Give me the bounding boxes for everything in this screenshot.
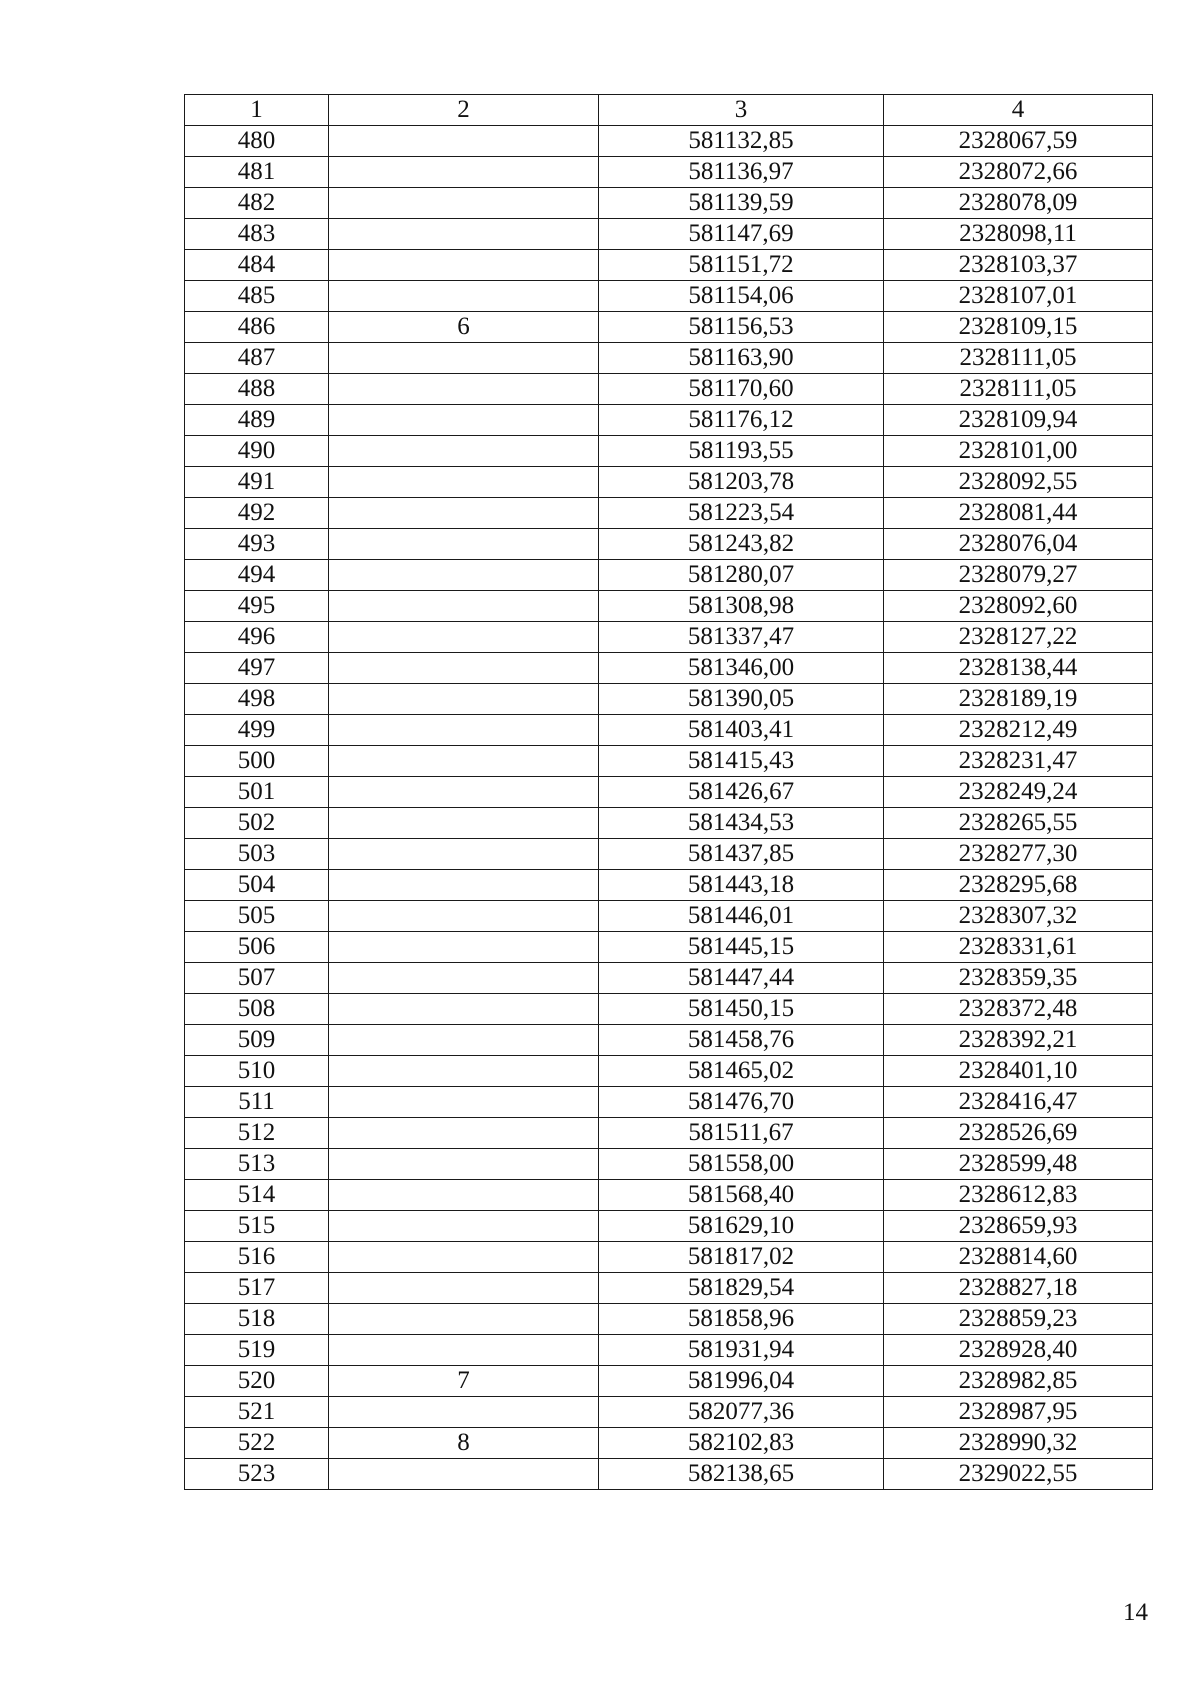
y-coordinate-cell: 2328372,48 <box>884 994 1153 1025</box>
x-coordinate-cell: 581308,98 <box>599 591 884 622</box>
x-coordinate-cell: 581156,53 <box>599 312 884 343</box>
section-number-cell <box>329 1118 599 1149</box>
y-coordinate-cell: 2328827,18 <box>884 1273 1153 1304</box>
section-number-cell <box>329 1273 599 1304</box>
point-number-cell: 498 <box>185 684 329 715</box>
x-coordinate-cell: 581829,54 <box>599 1273 884 1304</box>
y-coordinate-cell: 2328103,37 <box>884 250 1153 281</box>
table-row <box>185 1335 1153 1366</box>
y-coordinate-cell: 2328928,40 <box>884 1335 1153 1366</box>
table-row <box>185 1087 1153 1118</box>
y-coordinate-cell: 2328079,27 <box>884 560 1153 591</box>
table-row <box>185 467 1153 498</box>
section-number-cell <box>329 467 599 498</box>
x-coordinate-cell: 581154,06 <box>599 281 884 312</box>
section-number-cell <box>329 932 599 963</box>
section-number-cell <box>329 219 599 250</box>
section-number-cell <box>329 498 599 529</box>
section-number-cell <box>329 715 599 746</box>
y-coordinate-cell: 2328416,47 <box>884 1087 1153 1118</box>
x-coordinate-cell: 581443,18 <box>599 870 884 901</box>
y-coordinate-cell: 2328859,23 <box>884 1304 1153 1335</box>
table-row <box>185 529 1153 560</box>
y-coordinate-cell: 2329022,55 <box>884 1459 1153 1490</box>
x-coordinate-cell: 581450,15 <box>599 994 884 1025</box>
x-coordinate-cell: 581426,67 <box>599 777 884 808</box>
y-coordinate-cell: 2328189,19 <box>884 684 1153 715</box>
point-number-cell: 514 <box>185 1180 329 1211</box>
coordinates-table <box>184 94 1153 1490</box>
section-number-cell <box>329 1335 599 1366</box>
table-row <box>185 1459 1153 1490</box>
y-coordinate-cell: 2328138,44 <box>884 653 1153 684</box>
y-coordinate-cell: 2328231,47 <box>884 746 1153 777</box>
point-number-cell: 483 <box>185 219 329 250</box>
x-coordinate-cell: 581176,12 <box>599 405 884 436</box>
y-coordinate-cell: 2328295,68 <box>884 870 1153 901</box>
table-row <box>185 1025 1153 1056</box>
y-coordinate-cell: 2328109,94 <box>884 405 1153 436</box>
section-number-cell <box>329 746 599 777</box>
section-number-cell <box>329 1149 599 1180</box>
section-number-cell <box>329 560 599 591</box>
section-number-cell <box>329 157 599 188</box>
section-number-cell <box>329 1304 599 1335</box>
x-coordinate-cell: 581447,44 <box>599 963 884 994</box>
y-coordinate-cell: 2328359,35 <box>884 963 1153 994</box>
section-number-cell <box>329 126 599 157</box>
y-coordinate-cell: 2328612,83 <box>884 1180 1153 1211</box>
section-number-cell <box>329 343 599 374</box>
table-row <box>185 281 1153 312</box>
section-number-cell <box>329 622 599 653</box>
point-number-cell: 505 <box>185 901 329 932</box>
section-number-cell <box>329 1180 599 1211</box>
section-number-cell <box>329 1056 599 1087</box>
point-number-cell: 496 <box>185 622 329 653</box>
page-number: 14 <box>1123 1599 1148 1626</box>
section-number-cell <box>329 529 599 560</box>
section-number-cell <box>329 1242 599 1273</box>
x-coordinate-cell: 582102,83 <box>599 1428 884 1459</box>
y-coordinate-cell: 2328076,04 <box>884 529 1153 560</box>
point-number-cell: 482 <box>185 188 329 219</box>
point-number-cell: 502 <box>185 808 329 839</box>
x-coordinate-cell: 581446,01 <box>599 901 884 932</box>
y-coordinate-cell: 2328109,15 <box>884 312 1153 343</box>
point-number-cell: 490 <box>185 436 329 467</box>
table-row <box>185 405 1153 436</box>
y-coordinate-cell: 2328249,24 <box>884 777 1153 808</box>
section-number-cell <box>329 1397 599 1428</box>
x-coordinate-cell: 582138,65 <box>599 1459 884 1490</box>
section-number-cell <box>329 808 599 839</box>
y-coordinate-cell: 2328990,32 <box>884 1428 1153 1459</box>
x-coordinate-cell: 581280,07 <box>599 560 884 591</box>
x-coordinate-cell: 581403,41 <box>599 715 884 746</box>
point-number-cell: 513 <box>185 1149 329 1180</box>
table-row <box>185 343 1153 374</box>
point-number-cell: 515 <box>185 1211 329 1242</box>
x-coordinate-cell: 581390,05 <box>599 684 884 715</box>
table-row <box>185 746 1153 777</box>
x-coordinate-cell: 581458,76 <box>599 1025 884 1056</box>
x-coordinate-cell: 581558,00 <box>599 1149 884 1180</box>
table-row <box>185 591 1153 622</box>
y-coordinate-cell: 2328331,61 <box>884 932 1153 963</box>
section-number-cell <box>329 1087 599 1118</box>
y-coordinate-cell: 2328067,59 <box>884 126 1153 157</box>
table-row <box>185 684 1153 715</box>
table-row <box>185 1366 1153 1397</box>
x-coordinate-cell: 581511,67 <box>599 1118 884 1149</box>
header-cell-1: 1 <box>185 95 329 126</box>
point-number-cell: 512 <box>185 1118 329 1149</box>
y-coordinate-cell: 2328098,11 <box>884 219 1153 250</box>
table-row <box>185 219 1153 250</box>
section-number-cell <box>329 1211 599 1242</box>
table-row <box>185 436 1153 467</box>
x-coordinate-cell: 581629,10 <box>599 1211 884 1242</box>
y-coordinate-cell: 2328401,10 <box>884 1056 1153 1087</box>
point-number-cell: 518 <box>185 1304 329 1335</box>
point-number-cell: 492 <box>185 498 329 529</box>
point-number-cell: 517 <box>185 1273 329 1304</box>
table-row <box>185 560 1153 591</box>
point-number-cell: 520 <box>185 1366 329 1397</box>
point-number-cell: 504 <box>185 870 329 901</box>
header-cell-4: 4 <box>884 95 1153 126</box>
point-number-cell: 489 <box>185 405 329 436</box>
section-number-cell <box>329 684 599 715</box>
table-row <box>185 932 1153 963</box>
y-coordinate-cell: 2328127,22 <box>884 622 1153 653</box>
x-coordinate-cell: 581445,15 <box>599 932 884 963</box>
point-number-cell: 506 <box>185 932 329 963</box>
table-row <box>185 901 1153 932</box>
point-number-cell: 522 <box>185 1428 329 1459</box>
section-number-cell <box>329 994 599 1025</box>
coordinates-table-body <box>185 95 1153 1490</box>
x-coordinate-cell: 581346,00 <box>599 653 884 684</box>
section-number-cell <box>329 963 599 994</box>
x-coordinate-cell: 581136,97 <box>599 157 884 188</box>
table-row <box>185 1149 1153 1180</box>
table-row <box>185 777 1153 808</box>
y-coordinate-cell: 2328277,30 <box>884 839 1153 870</box>
y-coordinate-cell: 2328392,21 <box>884 1025 1153 1056</box>
x-coordinate-cell: 581817,02 <box>599 1242 884 1273</box>
point-number-cell: 519 <box>185 1335 329 1366</box>
y-coordinate-cell: 2328212,49 <box>884 715 1153 746</box>
table-row <box>185 1304 1153 1335</box>
y-coordinate-cell: 2328107,01 <box>884 281 1153 312</box>
section-number-cell <box>329 374 599 405</box>
x-coordinate-cell: 581223,54 <box>599 498 884 529</box>
table-row <box>185 312 1153 343</box>
x-coordinate-cell: 581465,02 <box>599 1056 884 1087</box>
x-coordinate-cell: 581858,96 <box>599 1304 884 1335</box>
section-number-cell <box>329 281 599 312</box>
table-row <box>185 622 1153 653</box>
point-number-cell: 510 <box>185 1056 329 1087</box>
point-number-cell: 497 <box>185 653 329 684</box>
table-row <box>185 498 1153 529</box>
table-row <box>185 250 1153 281</box>
y-coordinate-cell: 2328092,60 <box>884 591 1153 622</box>
x-coordinate-cell: 581434,53 <box>599 808 884 839</box>
y-coordinate-cell: 2328599,48 <box>884 1149 1153 1180</box>
table-row <box>185 1211 1153 1242</box>
section-number-cell <box>329 405 599 436</box>
table-row <box>185 839 1153 870</box>
section-number-cell <box>329 839 599 870</box>
point-number-cell: 486 <box>185 312 329 343</box>
y-coordinate-cell: 2328078,09 <box>884 188 1153 219</box>
y-coordinate-cell: 2328265,55 <box>884 808 1153 839</box>
section-number-cell <box>329 250 599 281</box>
y-coordinate-cell: 2328111,05 <box>884 374 1153 405</box>
section-number-cell <box>329 777 599 808</box>
x-coordinate-cell: 581151,72 <box>599 250 884 281</box>
section-number-cell: 8 <box>329 1428 599 1459</box>
point-number-cell: 509 <box>185 1025 329 1056</box>
section-number-cell <box>329 653 599 684</box>
y-coordinate-cell: 2328307,32 <box>884 901 1153 932</box>
table-row <box>185 126 1153 157</box>
table-row <box>185 870 1153 901</box>
table-row <box>185 963 1153 994</box>
x-coordinate-cell: 581139,59 <box>599 188 884 219</box>
section-number-cell <box>329 1459 599 1490</box>
x-coordinate-cell: 581170,60 <box>599 374 884 405</box>
point-number-cell: 500 <box>185 746 329 777</box>
y-coordinate-cell: 2328111,05 <box>884 343 1153 374</box>
point-number-cell: 495 <box>185 591 329 622</box>
x-coordinate-cell: 581437,85 <box>599 839 884 870</box>
table-row <box>185 1273 1153 1304</box>
y-coordinate-cell: 2328072,66 <box>884 157 1153 188</box>
point-number-cell: 493 <box>185 529 329 560</box>
x-coordinate-cell: 581193,55 <box>599 436 884 467</box>
x-coordinate-cell: 581337,47 <box>599 622 884 653</box>
section-number-cell: 6 <box>329 312 599 343</box>
point-number-cell: 480 <box>185 126 329 157</box>
y-coordinate-cell: 2328659,93 <box>884 1211 1153 1242</box>
point-number-cell: 511 <box>185 1087 329 1118</box>
table-row <box>185 1180 1153 1211</box>
y-coordinate-cell: 2328081,44 <box>884 498 1153 529</box>
header-cell-3: 3 <box>599 95 884 126</box>
point-number-cell: 485 <box>185 281 329 312</box>
section-number-cell <box>329 188 599 219</box>
point-number-cell: 501 <box>185 777 329 808</box>
y-coordinate-cell: 2328526,69 <box>884 1118 1153 1149</box>
x-coordinate-cell: 582077,36 <box>599 1397 884 1428</box>
section-number-cell <box>329 901 599 932</box>
x-coordinate-cell: 581163,90 <box>599 343 884 374</box>
header-cell-2: 2 <box>329 95 599 126</box>
x-coordinate-cell: 581415,43 <box>599 746 884 777</box>
point-number-cell: 488 <box>185 374 329 405</box>
section-number-cell <box>329 436 599 467</box>
point-number-cell: 484 <box>185 250 329 281</box>
section-number-cell <box>329 591 599 622</box>
table-row <box>185 1428 1153 1459</box>
point-number-cell: 503 <box>185 839 329 870</box>
point-number-cell: 516 <box>185 1242 329 1273</box>
table-row <box>185 188 1153 219</box>
y-coordinate-cell: 2328982,85 <box>884 1366 1153 1397</box>
section-number-cell <box>329 870 599 901</box>
point-number-cell: 507 <box>185 963 329 994</box>
table-row <box>185 1397 1153 1428</box>
x-coordinate-cell: 581147,69 <box>599 219 884 250</box>
y-coordinate-cell: 2328987,95 <box>884 1397 1153 1428</box>
table-row <box>185 374 1153 405</box>
table-row <box>185 715 1153 746</box>
point-number-cell: 494 <box>185 560 329 591</box>
x-coordinate-cell: 581132,85 <box>599 126 884 157</box>
point-number-cell: 508 <box>185 994 329 1025</box>
x-coordinate-cell: 581568,40 <box>599 1180 884 1211</box>
point-number-cell: 521 <box>185 1397 329 1428</box>
x-coordinate-cell: 581996,04 <box>599 1366 884 1397</box>
table-row <box>185 653 1153 684</box>
table-header-row <box>185 95 1153 126</box>
section-number-cell: 7 <box>329 1366 599 1397</box>
y-coordinate-cell: 2328101,00 <box>884 436 1153 467</box>
table-row <box>185 1118 1153 1149</box>
table-row <box>185 994 1153 1025</box>
x-coordinate-cell: 581203,78 <box>599 467 884 498</box>
x-coordinate-cell: 581243,82 <box>599 529 884 560</box>
section-number-cell <box>329 1025 599 1056</box>
point-number-cell: 481 <box>185 157 329 188</box>
point-number-cell: 487 <box>185 343 329 374</box>
y-coordinate-cell: 2328814,60 <box>884 1242 1153 1273</box>
table-row <box>185 808 1153 839</box>
point-number-cell: 491 <box>185 467 329 498</box>
point-number-cell: 499 <box>185 715 329 746</box>
y-coordinate-cell: 2328092,55 <box>884 467 1153 498</box>
table-row <box>185 157 1153 188</box>
table-row <box>185 1242 1153 1273</box>
table-row <box>185 1056 1153 1087</box>
x-coordinate-cell: 581476,70 <box>599 1087 884 1118</box>
point-number-cell: 523 <box>185 1459 329 1490</box>
x-coordinate-cell: 581931,94 <box>599 1335 884 1366</box>
